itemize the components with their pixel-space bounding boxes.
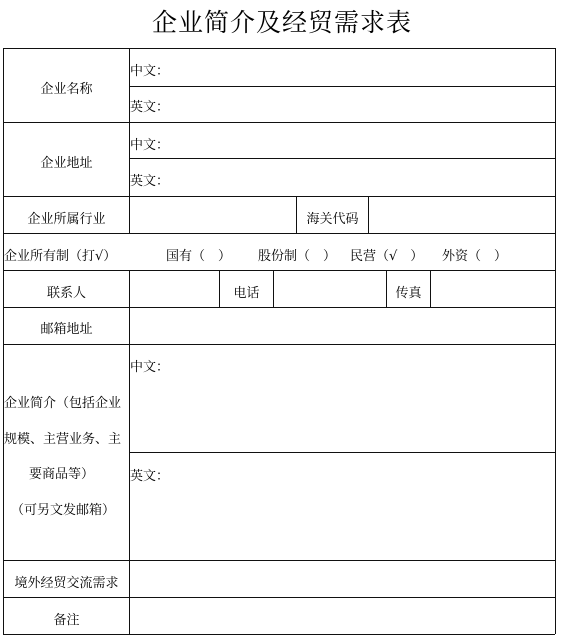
profile-label-line-2: 规模、主营业务、主 (4, 432, 122, 447)
company-name-cn-label: 中文： (130, 64, 170, 79)
phone-field[interactable] (274, 271, 385, 306)
ownership-option-foreign[interactable]: 外资（ ） (442, 249, 508, 264)
company-address-en-field[interactable] (170, 160, 554, 195)
company-address-cn-field[interactable] (170, 124, 554, 157)
company-address-en-label: 英文： (130, 174, 170, 189)
customs-code-field[interactable] (369, 197, 554, 232)
ownership-option-private[interactable]: 民营（√ ） (350, 249, 424, 264)
customs-code-label: 海关代码 (306, 212, 359, 227)
profile-label-line-3: 要商品等） (29, 467, 95, 482)
company-name-en-field[interactable] (170, 88, 554, 121)
contact-label: 联系人 (46, 286, 86, 301)
industry-label: 企业所属行业 (27, 212, 106, 227)
fax-label: 传真 (395, 286, 422, 301)
company-name-label: 企业名称 (40, 82, 93, 97)
ownership-option-state[interactable]: 国有（ ） (166, 249, 232, 264)
profile-cn-field[interactable] (170, 346, 554, 451)
company-address-cn-label: 中文： (130, 138, 170, 153)
ownership-option-joint-stock[interactable]: 股份制（ ） (258, 249, 337, 264)
profile-cn-label: 中文： (130, 360, 170, 375)
profile-en-field[interactable] (170, 454, 554, 559)
profile-en-label: 英文： (130, 469, 170, 484)
industry-field[interactable] (130, 197, 295, 232)
remarks-label: 备注 (53, 613, 80, 628)
company-name-en-label: 英文： (130, 100, 170, 115)
form-title: 企业简介及经贸需求表 (151, 8, 412, 37)
phone-label: 电话 (233, 286, 260, 301)
email-field[interactable] (130, 308, 554, 343)
remarks-field[interactable] (130, 598, 554, 633)
profile-label-line-1: 企业简介（包括企业 (4, 396, 122, 411)
company-address-label: 企业地址 (40, 156, 93, 171)
company-name-cn-field[interactable] (170, 50, 554, 85)
overseas-demand-field[interactable] (130, 561, 554, 596)
fax-field[interactable] (431, 271, 554, 306)
ownership-label: 企业所有制（打√） (4, 249, 117, 264)
profile-label-line-4: （可另文发邮箱） (11, 503, 116, 518)
overseas-demand-label: 境外经贸交流需求 (14, 576, 119, 591)
contact-field[interactable] (130, 271, 218, 306)
email-label: 邮箱地址 (40, 322, 93, 337)
